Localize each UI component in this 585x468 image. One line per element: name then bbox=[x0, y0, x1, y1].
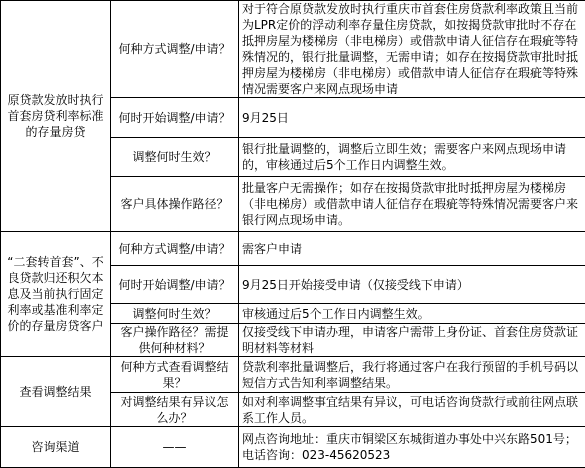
question-cell: 调整何时生效？ bbox=[111, 138, 239, 177]
answer-cell: 批量客户无需操作；如存在按揭贷款审批时抵押房屋为楼梯房（非电梯房）或借款申请人征信存在瑕疵等特殊情况需要客户来银行网点现场申请。 bbox=[239, 177, 585, 232]
answer-cell: 需客户申请 bbox=[239, 232, 585, 266]
question-cell: 对调整结果有异议怎么办？ bbox=[111, 393, 239, 427]
answer-cell: 仅接受线下申请办理，申请客户需带上身份证、首套住房贷款证明材料等材料 bbox=[239, 324, 585, 357]
question-cell: 何时开始调整/申请？ bbox=[111, 98, 239, 138]
table-row bbox=[1, 427, 585, 468]
table-row bbox=[1, 1, 585, 98]
answer-cell: 审核通过后5个工作日内调整生效。 bbox=[239, 304, 585, 324]
question-cell: 何种方式调整/申请？ bbox=[111, 232, 239, 266]
answer-cell: 对于符合原贷款发放时执行重庆市首套住房贷款利率政策且当前为LPR定价的浮动利率存量住房贷款，如按揭贷款审批时不存在抵押房屋为楼梯房（非电梯房）或借款申请人征信存在瑕疵等特殊情况的，银行批量调整，无需申请；如存在按揭贷款审批时抵押房屋为楼梯房（非电梯房）或借款申请人征信存在瑕疵等特殊情况需要客户来网点现场申请 bbox=[239, 1, 585, 98]
answer-cell: 银行批量调整的，调整后立即生效；需要客户来网点现场申请的，审核通过后5个工作日内调整生效。 bbox=[239, 138, 585, 177]
category-cell: “二套转首套”、不良贷款归还积欠本息及当前执行固定利率或基准利率定价的存量房贷客户 bbox=[1, 232, 111, 357]
table-row bbox=[1, 357, 585, 393]
question-cell: 调整何时生效？ bbox=[111, 304, 239, 324]
question-cell: 何种方式查看调整结果？ bbox=[111, 357, 239, 393]
question-cell: 何种方式调整/申请？ bbox=[111, 1, 239, 98]
answer-cell: 贷款利率批量调整后，我行将通过客户在我行预留的手机号码以短信方式告知利率调整结果。 bbox=[239, 357, 585, 393]
answer-cell: 9月25日 bbox=[239, 98, 585, 138]
table-row bbox=[1, 232, 585, 266]
question-cell: 客户具体操作路径？ bbox=[111, 177, 239, 232]
category-cell: 咨询渠道 bbox=[1, 427, 111, 468]
answer-cell: 网点咨询地址：重庆市铜梁区东城街道办事处中兴东路501号；电话咨询：023-45620523 bbox=[239, 427, 585, 468]
category-cell: 查看调整结果 bbox=[1, 357, 111, 427]
question-cell: 何时开始调整/申请？ bbox=[111, 266, 239, 304]
category-cell: 原贷款发放时执行首套房贷利率标准的存量房贷 bbox=[1, 1, 111, 232]
question-cell: 客户操作路径？需提供何种材料？ bbox=[111, 324, 239, 357]
answer-cell: 9月25日开始接受申请（仅接受线下申请） bbox=[239, 266, 585, 304]
question-cell: —— bbox=[111, 427, 239, 468]
answer-cell: 如对利率调整事宜结果有异议，可电话咨询贷款行或前往网点联系工作人员。 bbox=[239, 393, 585, 427]
